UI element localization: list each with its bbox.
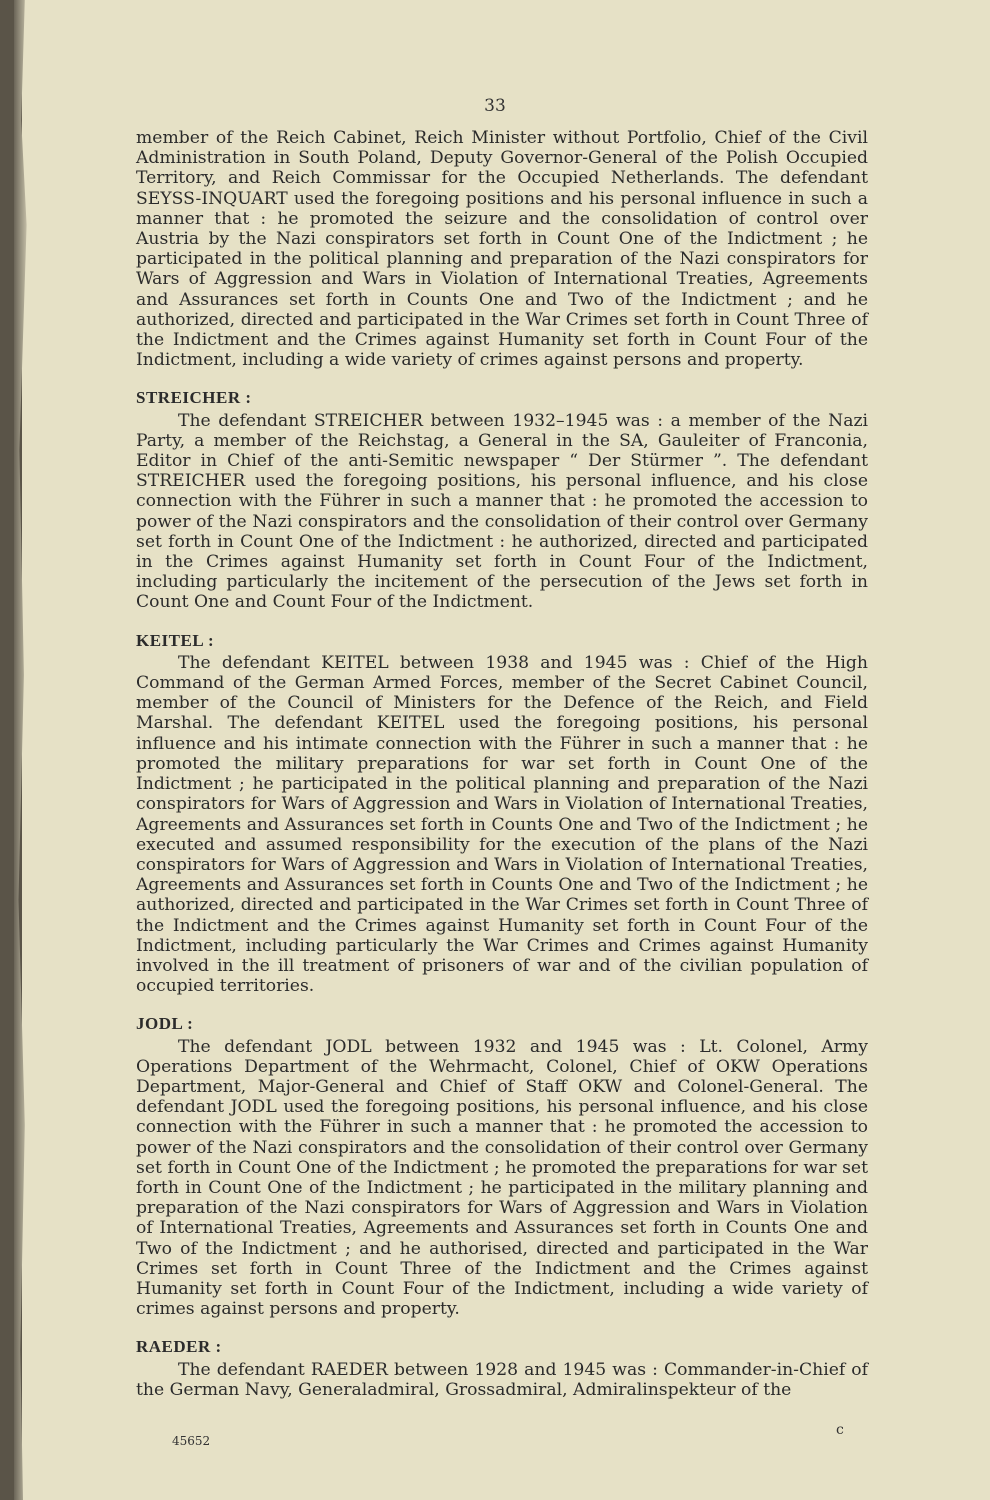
heading-jodl: JODL :	[136, 1014, 194, 1034]
paragraph-jodl: The defendant JODL between 1932 and 1945 was : Lt. Colonel, Army Operations Department of the Wehrmacht, Colonel, Chief of OKW Operations Department, Major-General and Chief of Staff OKW and Colonel-General. The defendant JODL used the foregoing positions, his personal influence, and his close connection with the Führer in such a manner that : he promoted the accession to power of the Nazi conspirators and the consolidation of their control over Germany set forth in Count One of the Indictment ; he promoted the preparations for war set forth in Count One of the Indictment ; he participated in the military planning and preparation of the Nazi conspirators for Wars of Aggression and Wars in Violation of International Treaties, Agreements and Assurances set forth in Counts One and Two of the Indictment ; and he authorised, directed and participated in the War Crimes set forth in Count Three of the Indictment and the Crimes against Humanity set forth in Count Four of the Indictment, including a wide variety of crimes against persons and property.	[136, 1036, 868, 1320]
paragraph-streicher: The defendant STREICHER between 1932–1945 was : a member of the Nazi Party, a member of the Reichstag, a General in the SA, Gauleiter of Franconia, Editor in Chief of the anti-Semitic newspaper “ Der Stürmer ”. The defendant STREICHER used the foregoing positions, his personal influence, and his close connection with the Führer in such a manner that : he promoted the accession to power of the Nazi conspirators and the consolidation of their control over Germany set forth in Count One of the Indictment : he authorized, directed and participated in the Crimes against Humanity set forth in Count Four of the Indictment, including particularly the incitement of the persecution of the Jews set forth in Count One and Count Four of the Indictment.	[136, 410, 868, 613]
page-number: 33	[484, 96, 506, 116]
torn-page-edge-shadow	[14, 0, 32, 1500]
signature-mark: c	[836, 1422, 844, 1438]
heading-keitel: KEITEL :	[136, 630, 215, 650]
paragraph-keitel: The defendant KEITEL between 1938 and 1945 was : Chief of the High Command of the German Armed Forces, member of the Secret Cabinet Council, member of the Council of Ministers for the Defence of the Reich, and Field Marshal. The defendant KEITEL used the foregoing positions, his personal influence and his intimate connection with the Führer in such a manner that : he promoted the military preparations for war set forth in Count One of the Indictment ; he participated in the political planning and preparation of the Nazi conspirators for Wars of Aggression and Wars in Violation of International Treaties, Agreements and Assurances set forth in Counts One and Two of the Indictment ; he executed and assumed responsibility for the execution of the plans of the Nazi conspirators for Wars of Aggression and Wars in Violation of International Treaties, Agreements and Assurances set forth in Counts One and Two of the Indictment ; he authorized, directed and participated in the War Crimes set forth in Count Three of the Indictment and the Crimes against Humanity set forth in Count Four of the Indictment, including particularly the War Crimes and Crimes against Humanity involved in the ill treatment of prisoners of war and of the civilian population of occupied territories.	[136, 652, 868, 997]
printer-code: 45652	[172, 1434, 211, 1448]
seyss-inquart-continuation: member of the Reich Cabinet, Reich Minister without Portfolio, Chief of the Civil Administration in South Poland, Deputy Governor-General of the Polish Occupied Territory, and Reich Commissar for the Occupied Netherlands. The defendant SEYSS-INQUART used the foregoing positions and his personal influence in such a manner that : he promoted the seizure and the consolidation of control over Austria by the Nazi conspirators set forth in Count One of the Indictment ; he participated in the political planning and preparation of the Nazi conspirators for Wars of Aggression and Wars in Violation of International Treaties, Agreements and Assurances set forth in Counts One and Two of the Indictment ; and he authorized, directed and participated in the War Crimes set forth in Count Three of the Indictment and the Crimes against Humanity set forth in Count Four of the Indictment, including a wide variety of crimes against persons and property.	[136, 128, 868, 371]
heading-streicher: STREICHER :	[136, 388, 252, 408]
paragraph-raeder: The defendant RAEDER between 1928 and 1945 was : Commander-in-Chief of the German Navy, Generaladmiral, Grossadmiral, Admiralinspekteur of the	[136, 1359, 868, 1400]
document-body	[136, 128, 868, 1400]
heading-raeder: RAEDER :	[136, 1337, 222, 1357]
